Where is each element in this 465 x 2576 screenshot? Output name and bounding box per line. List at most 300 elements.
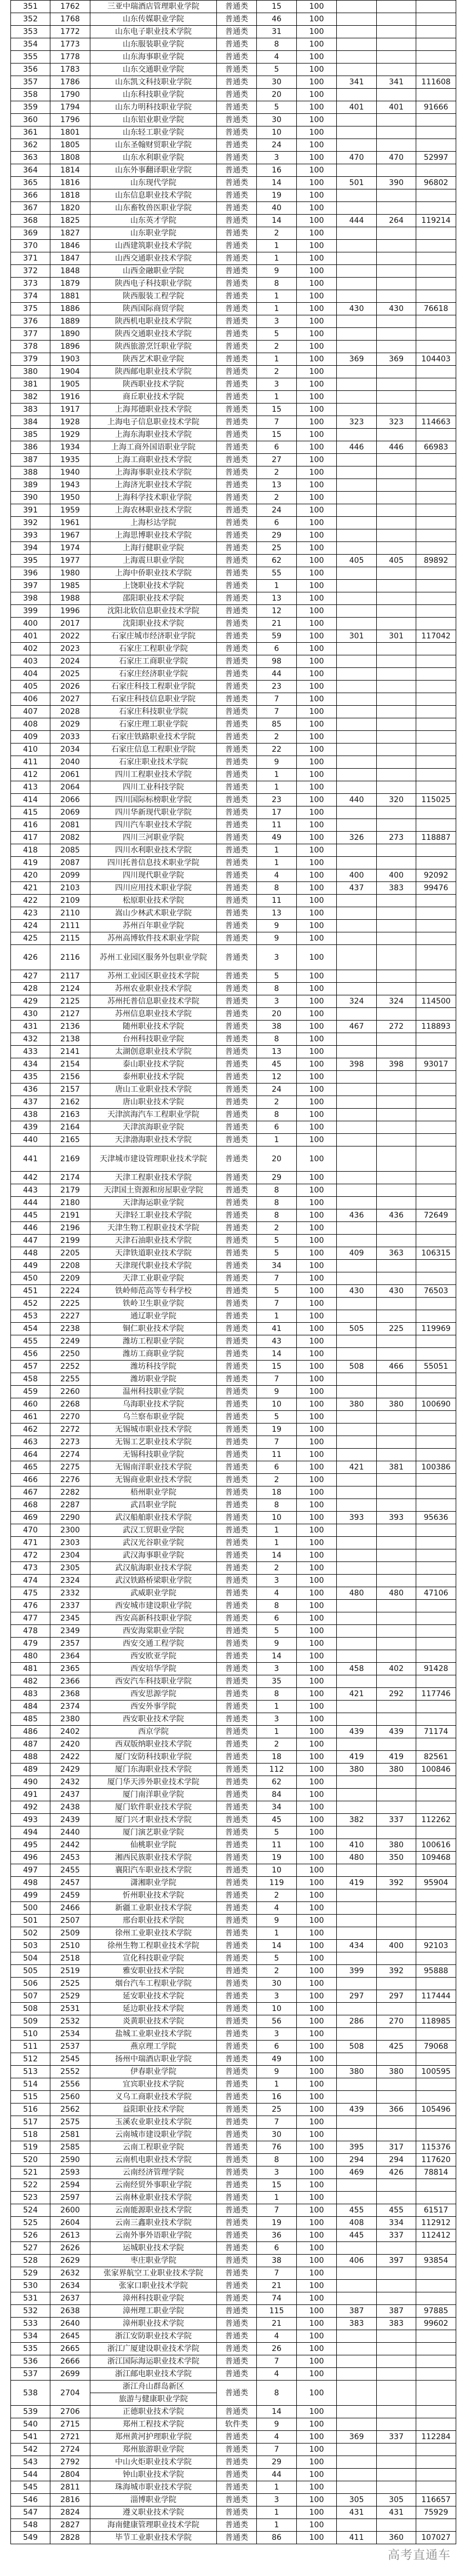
min-rank-cell <box>416 265 456 278</box>
table-row <box>11 1046 456 1058</box>
min-score-cell <box>377 391 416 404</box>
min-rank-cell <box>416 315 456 328</box>
category-cell: 普通类 <box>217 1789 257 1801</box>
full-score-cell: 100 <box>297 945 337 970</box>
full-score-cell: 100 <box>297 2305 337 2318</box>
plan-count-cell: 17 <box>257 806 297 819</box>
full-score-cell: 100 <box>297 2318 337 2330</box>
full-score-cell: 100 <box>297 2229 337 2242</box>
full-score-cell: 100 <box>297 1952 337 1965</box>
row-number-cell: 532 <box>11 2305 50 2318</box>
max-score-cell <box>337 857 377 869</box>
min-rank-cell: 115376 <box>416 2141 456 2154</box>
category-cell: 普通类 <box>217 2431 257 2444</box>
min-score-cell <box>377 1927 416 1940</box>
school-name-cell: 上海电子信息职业技术学院 <box>90 416 217 429</box>
plan-count-cell: 26 <box>257 2343 297 2355</box>
plan-count-cell: 1 <box>257 2506 297 2519</box>
row-number-cell: 528 <box>11 2255 50 2267</box>
full-score-cell: 100 <box>297 353 337 366</box>
full-score-cell: 100 <box>297 2355 337 2368</box>
category-cell: 普通类 <box>217 1373 257 1386</box>
min-score-cell <box>377 1197 416 1209</box>
school-name-cell: 上海东海职业技术学院 <box>90 429 217 441</box>
row-number-cell: 515 <box>11 2091 50 2104</box>
table-row <box>11 1688 456 1701</box>
plan-count-cell: 5 <box>257 101 297 114</box>
table-row <box>11 895 456 907</box>
plan-count-cell: 7 <box>257 1272 297 1285</box>
school-code-cell: 2593 <box>50 2166 90 2179</box>
min-score-cell <box>377 1826 416 1839</box>
max-score-cell: 419 <box>337 1877 377 1889</box>
plan-count-cell: 9 <box>257 2066 297 2078</box>
row-number-cell: 418 <box>11 844 50 857</box>
full-score-cell: 100 <box>297 1272 337 1285</box>
school-name-cell: 漳州科技职业学院 <box>90 2292 217 2305</box>
category-cell: 普通类 <box>217 1688 257 1701</box>
table-row <box>11 391 456 404</box>
category-cell: 普通类 <box>217 391 257 404</box>
school-code-cell: 2699 <box>50 2368 90 2381</box>
min-rank-cell <box>416 2091 456 2104</box>
row-number-cell: 417 <box>11 832 50 844</box>
school-code-cell: 1783 <box>50 64 90 76</box>
min-rank-cell: 89892 <box>416 555 456 567</box>
school-name-cell: 西安培华学院 <box>90 1663 217 1675</box>
school-name-cell: 西安海棠职业学院 <box>90 1625 217 1638</box>
school-code-cell: 2224 <box>50 1285 90 1298</box>
category-cell: 普通类 <box>217 64 257 76</box>
category-cell: 普通类 <box>217 1990 257 2003</box>
plan-count-cell: 19 <box>257 1424 297 1436</box>
min-rank-cell <box>416 1449 456 1461</box>
school-code-cell: 2238 <box>50 1323 90 1335</box>
school-code-cell: 2225 <box>50 1298 90 1310</box>
school-code-cell: 2250 <box>50 1348 90 1361</box>
min-score-cell: 301 <box>377 630 416 643</box>
min-score-cell: 350 <box>377 1852 416 1864</box>
full-score-cell: 100 <box>297 1801 337 1814</box>
full-score-cell: 100 <box>297 1398 337 1411</box>
min-score-cell <box>377 1033 416 1046</box>
row-number-cell: 437 <box>11 1096 50 1109</box>
plan-count-cell: 62 <box>257 555 297 567</box>
school-name-cell: 西安外事学院 <box>90 1701 217 1713</box>
category-cell: 普通类 <box>217 1638 257 1650</box>
min-rank-cell <box>416 1625 456 1638</box>
min-score-cell <box>377 2456 416 2469</box>
min-rank-cell <box>416 38 456 51</box>
max-score-cell: 341 <box>337 76 377 89</box>
category-cell: 普通类 <box>217 1852 257 1864</box>
min-rank-cell <box>416 2444 456 2456</box>
table-row <box>11 2192 456 2204</box>
school-name-cell: 无锡南洋职业技术学院 <box>90 1461 217 1474</box>
plan-count-cell: 9 <box>257 265 297 278</box>
school-name-cell: 云南三鑫职业技术学院 <box>90 2217 217 2229</box>
min-rank-cell <box>416 1889 456 1902</box>
plan-count-cell: 1 <box>257 2192 297 2204</box>
plan-count-cell: 2 <box>257 1096 297 1109</box>
school-code-cell: 1905 <box>50 378 90 391</box>
max-score-cell <box>337 1260 377 1272</box>
min-rank-cell <box>416 1272 456 1285</box>
school-name-cell: 武威职业学院 <box>90 1587 217 1600</box>
min-score-cell <box>377 895 416 907</box>
school-name-cell: 烟台汽车工程职业学院 <box>90 1978 217 1990</box>
min-rank-cell: 76503 <box>416 1285 456 1298</box>
table-row <box>11 1109 456 1121</box>
row-number-cell: 465 <box>11 1461 50 1474</box>
table-row <box>11 555 456 567</box>
category-cell: 普通类 <box>217 781 257 794</box>
category-cell: 普通类 <box>217 1247 257 1260</box>
max-score-cell: 398 <box>337 1058 377 1071</box>
table-row <box>11 2166 456 2179</box>
table-row <box>11 1285 456 1298</box>
table-row <box>11 1978 456 1990</box>
min-rank-cell: 118893 <box>416 1021 456 1033</box>
school-name-cell: 石家庄理工职业学院 <box>90 718 217 731</box>
min-rank-cell <box>416 1222 456 1235</box>
table-row <box>11 2041 456 2053</box>
school-name-cell: 陕西国际商贸学院 <box>90 303 217 315</box>
full-score-cell: 100 <box>297 2469 337 2481</box>
max-score-cell: 286 <box>337 2015 377 2028</box>
max-score-cell <box>337 126 377 139</box>
row-number-cell: 371 <box>11 252 50 265</box>
table-row <box>11 2481 456 2494</box>
row-number-cell: 475 <box>11 1587 50 1600</box>
max-score-cell <box>337 693 377 706</box>
full-score-cell: 100 <box>297 2179 337 2192</box>
min-rank-cell <box>416 1348 456 1361</box>
admission-score-table <box>10 0 456 2544</box>
max-score-cell <box>337 1524 377 1537</box>
row-number-cell: 492 <box>11 1801 50 1814</box>
school-code-cell: 2365 <box>50 1663 90 1675</box>
category-cell: 普通类 <box>217 2217 257 2229</box>
min-score-cell <box>377 1235 416 1247</box>
plan-count-cell: 7 <box>257 2204 297 2217</box>
min-score-cell <box>377 1474 416 1486</box>
min-rank-cell <box>416 1 456 13</box>
table-row <box>11 2418 456 2431</box>
plan-count-cell: 4 <box>257 51 297 64</box>
min-score-cell <box>377 592 416 605</box>
row-number-cell: 476 <box>11 1600 50 1612</box>
school-code-cell: 2632 <box>50 2267 90 2280</box>
table-row <box>11 706 456 718</box>
school-code-cell: 2174 <box>50 1172 90 1184</box>
table-row <box>11 605 456 618</box>
plan-count-cell: 86 <box>257 2532 297 2544</box>
table-body <box>11 1 456 2544</box>
school-code-cell: 2163 <box>50 1109 90 1121</box>
school-name-cell: 山东力明科技职业学院 <box>90 101 217 114</box>
full-score-cell: 100 <box>297 1978 337 1990</box>
school-code-cell: 1816 <box>50 177 90 189</box>
category-cell: 普通类 <box>217 2255 257 2267</box>
max-score-cell <box>337 227 377 240</box>
min-score-cell <box>377 2053 416 2066</box>
min-score-cell <box>377 2418 416 2431</box>
min-rank-cell <box>416 1046 456 1058</box>
max-score-cell <box>337 1789 377 1801</box>
max-score-cell: 410 <box>337 1839 377 1852</box>
min-score-cell <box>377 1096 416 1109</box>
school-code-cell: 2804 <box>50 2469 90 2481</box>
plan-count-cell: 8 <box>257 1499 297 1512</box>
category-cell: 普通类 <box>217 1738 257 1751</box>
school-name-cell: 石家庄职业技术学院 <box>90 756 217 769</box>
min-rank-cell: 79068 <box>416 2041 456 2053</box>
table-row <box>11 1 456 13</box>
category-cell: 普通类 <box>217 2116 257 2129</box>
min-score-cell: 397 <box>377 2255 416 2267</box>
table-row <box>11 2280 456 2292</box>
plan-count-cell: 31 <box>257 26 297 38</box>
min-score-cell <box>377 2469 416 2481</box>
row-number-cell: 427 <box>11 970 50 983</box>
school-name-cell: 襄阳汽车职业技术学院 <box>90 1864 217 1877</box>
row-number-cell: 501 <box>11 1915 50 1927</box>
school-name-cell: 无锡科技职业学院 <box>90 1449 217 1461</box>
plan-count-cell: 8 <box>257 1184 297 1197</box>
table-row <box>11 278 456 290</box>
min-rank-cell <box>416 1612 456 1625</box>
max-score-cell <box>337 278 377 290</box>
school-name-cell: 西安职业技术学院 <box>90 1713 217 1726</box>
min-score-cell <box>377 1373 416 1386</box>
min-score-cell <box>377 2330 416 2343</box>
category-cell: 普通类 <box>217 2091 257 2104</box>
full-score-cell: 100 <box>297 618 337 630</box>
table-row <box>11 806 456 819</box>
table-row <box>11 2091 456 2104</box>
max-score-cell <box>337 706 377 718</box>
min-score-cell <box>377 366 416 378</box>
plan-count-cell: 9 <box>257 1915 297 1927</box>
min-rank-cell: 104403 <box>416 353 456 366</box>
school-code-cell: 2270 <box>50 1411 90 1424</box>
category-cell: 普通类 <box>217 1033 257 1046</box>
category-cell: 普通类 <box>217 202 257 215</box>
school-code-cell: 2429 <box>50 1764 90 1776</box>
row-number-cell: 426 <box>11 945 50 970</box>
school-code-cell: 2066 <box>50 794 90 806</box>
max-score-cell <box>337 1184 377 1197</box>
row-number-cell: 480 <box>11 1650 50 1663</box>
max-score-cell: 431 <box>337 2506 377 2519</box>
full-score-cell: 100 <box>297 252 337 265</box>
min-score-cell <box>377 1902 416 1915</box>
row-number-cell: 521 <box>11 2166 50 2179</box>
max-score-cell: 508 <box>337 1361 377 1373</box>
category-cell: 普通类 <box>217 1877 257 1889</box>
table-row <box>11 1562 456 1575</box>
max-score-cell: 437 <box>337 882 377 895</box>
category-cell: 普通类 <box>217 114 257 126</box>
min-score-cell <box>377 1146 416 1172</box>
full-score-cell: 100 <box>297 2204 337 2217</box>
table-row <box>11 2506 456 2519</box>
min-score-cell <box>377 278 416 290</box>
plan-count-cell: 2 <box>257 366 297 378</box>
category-cell: 普通类 <box>217 995 257 1008</box>
row-number-cell: 483 <box>11 1688 50 1701</box>
row-number-cell: 439 <box>11 1121 50 1134</box>
min-score-cell <box>377 2343 416 2355</box>
max-score-cell <box>337 378 377 391</box>
max-score-cell <box>337 2078 377 2091</box>
table-row <box>11 1008 456 1021</box>
full-score-cell: 100 <box>297 2519 337 2532</box>
min-score-cell <box>377 2355 416 2368</box>
min-rank-cell <box>416 252 456 265</box>
full-score-cell: 100 <box>297 1814 337 1826</box>
max-score-cell <box>337 13 377 26</box>
table-row <box>11 76 456 89</box>
min-score-cell: 273 <box>377 832 416 844</box>
plan-count-cell: 15 <box>257 1 297 13</box>
category-cell: 普通类 <box>217 303 257 315</box>
min-score-cell <box>377 580 416 592</box>
row-number-cell: 460 <box>11 1398 50 1411</box>
min-rank-cell <box>416 2355 456 2368</box>
min-score-cell: 337 <box>377 1814 416 1826</box>
school-name-cell: 四川工程职业技术学院 <box>90 769 217 781</box>
max-score-cell: 380 <box>337 1764 377 1776</box>
school-name-cell: 四川现代职业学院 <box>90 869 217 882</box>
row-number-cell: 462 <box>11 1424 50 1436</box>
min-rank-cell <box>416 983 456 995</box>
max-score-cell: 395 <box>337 2141 377 2154</box>
school-name-cell: 武汉海事职业学院 <box>90 1549 217 1562</box>
min-rank-cell <box>416 844 456 857</box>
full-score-cell: 100 <box>297 1663 337 1675</box>
category-cell: 普通类 <box>217 504 257 517</box>
max-score-cell <box>337 2280 377 2292</box>
max-score-cell <box>337 1172 377 1184</box>
school-code-cell: 2081 <box>50 819 90 832</box>
table-row <box>11 114 456 126</box>
max-score-cell <box>337 744 377 756</box>
full-score-cell: 100 <box>297 1008 337 1021</box>
school-code-cell: 1772 <box>50 26 90 38</box>
full-score-cell: 100 <box>297 265 337 278</box>
row-number-cell: 440 <box>11 1134 50 1146</box>
school-name-cell: 天津城市建设管理职业技术学院 <box>90 1146 217 1172</box>
full-score-cell: 100 <box>297 932 337 945</box>
min-rank-cell <box>416 1134 456 1146</box>
table-row <box>11 1298 456 1310</box>
table-row <box>11 1776 456 1789</box>
full-score-cell: 100 <box>297 1675 337 1688</box>
row-number-cell: 541 <box>11 2431 50 2444</box>
table-row <box>11 744 456 756</box>
category-cell: 普通类 <box>217 895 257 907</box>
plan-count-cell: 5 <box>257 1625 297 1638</box>
min-score-cell: 366 <box>377 2104 416 2116</box>
min-score-cell <box>377 693 416 706</box>
min-score-cell <box>377 2381 416 2406</box>
school-name-cell: 淄博职业学院 <box>90 2494 217 2506</box>
min-score-cell: 363 <box>377 1247 416 1260</box>
max-score-cell <box>337 806 377 819</box>
school-name-cell: 炎黄职业技术学院 <box>90 2015 217 2028</box>
row-number-cell: 362 <box>11 139 50 152</box>
max-score-cell: 469 <box>337 2166 377 2179</box>
school-code-cell: 2640 <box>50 2318 90 2330</box>
table-row <box>11 869 456 882</box>
table-row <box>11 164 456 177</box>
school-name-cell: 四川工业科技学院 <box>90 781 217 794</box>
full-score-cell: 100 <box>297 492 337 504</box>
full-score-cell: 100 <box>297 2368 337 2381</box>
row-number-cell: 511 <box>11 2041 50 2053</box>
category-cell: 普通类 <box>217 366 257 378</box>
school-name-cell: 商丘职业技术学院 <box>90 391 217 404</box>
category-cell: 软件类 <box>217 2418 257 2431</box>
plan-count-cell: 3 <box>257 1713 297 1726</box>
row-number-cell: 477 <box>11 1612 50 1625</box>
max-score-cell <box>337 1864 377 1877</box>
plan-count-cell: 84 <box>257 1789 297 1801</box>
min-score-cell <box>377 618 416 630</box>
school-name-cell: 天津轻工职业技术学院 <box>90 1209 217 1222</box>
min-score-cell: 446 <box>377 441 416 454</box>
min-score-cell <box>377 341 416 353</box>
min-rank-cell <box>416 2381 456 2406</box>
min-score-cell <box>377 265 416 278</box>
plan-count-cell: 10 <box>257 126 297 139</box>
full-score-cell: 100 <box>297 479 337 492</box>
school-name-cell: 湘西民族职业技术学院 <box>90 1852 217 1864</box>
max-score-cell <box>337 2355 377 2368</box>
full-score-cell: 100 <box>297 895 337 907</box>
min-score-cell <box>377 126 416 139</box>
min-rank-cell <box>416 1184 456 1197</box>
school-name-cell: 上海济光职业技术学院 <box>90 479 217 492</box>
full-score-cell: 100 <box>297 114 337 126</box>
plan-count-cell: 45 <box>257 1058 297 1071</box>
min-rank-cell <box>416 2192 456 2204</box>
row-number-cell: 519 <box>11 2141 50 2154</box>
school-name-cell: 天津国土资源和房屋职业学院 <box>90 1184 217 1197</box>
table-row <box>11 1877 456 1889</box>
min-rank-cell: 116657 <box>416 2494 456 2506</box>
table-row <box>11 718 456 731</box>
school-code-cell: 2590 <box>50 2154 90 2166</box>
full-score-cell: 100 <box>297 1713 337 1726</box>
table-row <box>11 693 456 706</box>
table-row <box>11 1940 456 1952</box>
category-cell: 普通类 <box>217 2003 257 2015</box>
row-number-cell: 520 <box>11 2154 50 2166</box>
school-name-cell: 四川华新现代职业学院 <box>90 806 217 819</box>
full-score-cell: 100 <box>297 542 337 555</box>
school-name-cell: 山东服装职业学院 <box>90 38 217 51</box>
min-score-cell: 380 <box>377 1398 416 1411</box>
school-code-cell: 2110 <box>50 907 90 920</box>
max-score-cell <box>337 895 377 907</box>
table-row <box>11 479 456 492</box>
school-code-cell: 1820 <box>50 202 90 215</box>
school-code-cell: 2027 <box>50 693 90 706</box>
min-rank-cell <box>416 1524 456 1537</box>
